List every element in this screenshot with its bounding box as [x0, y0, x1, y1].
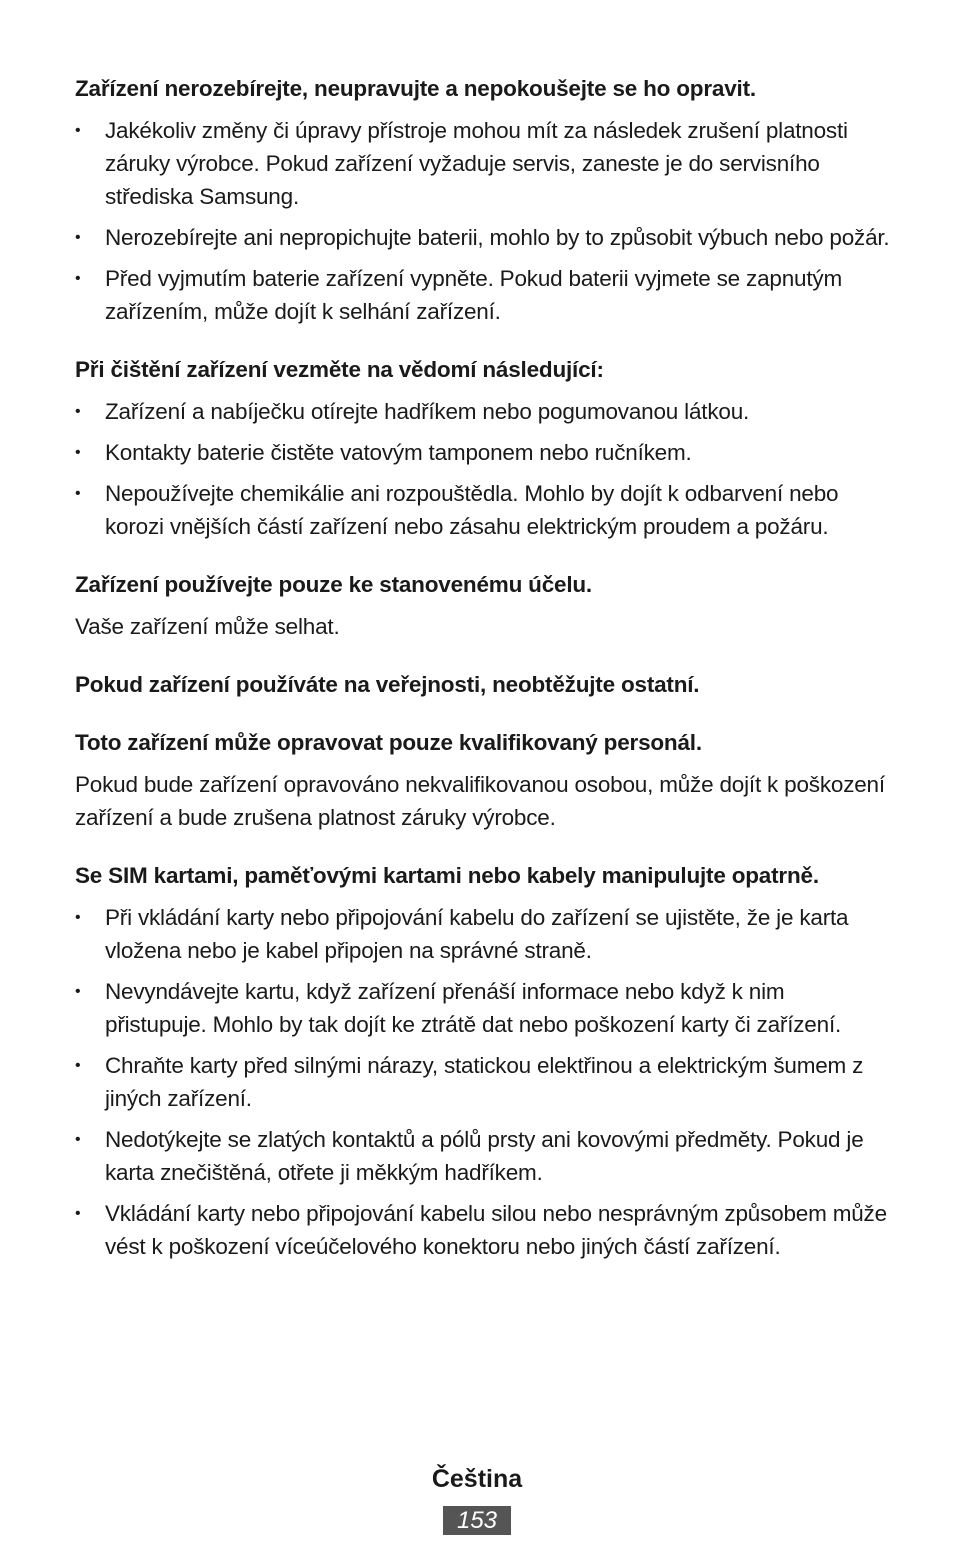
bullet-list — [75, 114, 890, 328]
section-qualified-service — [75, 726, 890, 834]
section-cleaning — [75, 353, 890, 543]
bullet-icon: • — [75, 270, 81, 287]
footer-language: Čeština — [431, 1465, 523, 1493]
list-item: • Při vkládání karty nebo připojování kabelu do zařízení se ujistěte, že je karta vložena nebo je kabel připojen na správné straně. — [75, 901, 890, 967]
list-item: • Nerozebírejte ani nepropichujte baterii, mohlo by to způsobit výbuch nebo požár. — [75, 221, 890, 254]
bullet-icon: • — [75, 444, 81, 461]
section-paragraph: Vaše zařízení může selhat. — [75, 614, 340, 639]
bullet-icon: • — [75, 485, 81, 502]
bullet-icon: • — [75, 1205, 81, 1222]
section-public-use — [75, 668, 890, 701]
bullet-icon: • — [75, 909, 81, 926]
bullet-icon: • — [75, 229, 81, 246]
section-heading: Při čištění zařízení vezměte na vědomí následující: — [75, 357, 604, 382]
section-cards-cables — [75, 859, 890, 1263]
list-item: • Zařízení a nabíječku otírejte hadříkem nebo pogumovanou látkou. — [75, 395, 890, 428]
page-number: 153 — [443, 1506, 511, 1535]
bullet-list — [75, 395, 890, 543]
list-item: • Před vyjmutím baterie zařízení vypněte. Pokud baterii vyjmete se zapnutým zařízením, může dojít k selhání zařízení. — [75, 262, 890, 328]
list-item: • Jakékoliv změny či úpravy přístroje mohou mít za následek zrušení platnosti záruky výrobce. Pokud zařízení vyžaduje servis, zaneste je do servisního střediska Samsung. — [75, 114, 890, 213]
section-heading: Zařízení používejte pouze ke stanovenému účelu. — [75, 572, 592, 597]
bullet-icon: • — [75, 122, 81, 139]
section-heading: Se SIM kartami, paměťovými kartami nebo kabely manipulujte opatrně. — [75, 863, 819, 888]
section-disassembly — [75, 72, 890, 328]
bullet-icon: • — [75, 1131, 81, 1148]
section-heading: Zařízení nerozebírejte, neupravujte a nepokoušejte se ho opravit. — [75, 76, 756, 101]
bullet-icon: • — [75, 403, 81, 420]
bullet-list — [75, 901, 890, 1263]
bullet-icon: • — [75, 983, 81, 1000]
section-intended-use — [75, 568, 890, 643]
list-item: • Vkládání karty nebo připojování kabelu silou nebo nesprávným způsobem může vést k poškození víceúčelového konektoru nebo jiných částí zařízení. — [75, 1197, 890, 1263]
list-item: • Kontakty baterie čistěte vatovým tamponem nebo ručníkem. — [75, 436, 890, 469]
list-item: • Chraňte karty před silnými nárazy, statickou elektřinou a elektrickým šumem z jiných zařízení. — [75, 1049, 890, 1115]
section-paragraph: Pokud bude zařízení opravováno nekvalifikovanou osobou, může dojít k poškození zařízení a bude zrušena platnost záruky výrobce. — [75, 772, 885, 830]
section-heading: Toto zařízení může opravovat pouze kvalifikovaný personál. — [75, 730, 702, 755]
section-heading: Pokud zařízení používáte na veřejnosti, neobtěžujte ostatní. — [75, 672, 700, 697]
list-item: • Nepoužívejte chemikálie ani rozpouštědla. Mohlo by dojít k odbarvení nebo korozi vnějších částí zařízení nebo zásahu elektrickým proudem a požáru. — [75, 477, 890, 543]
bullet-icon: • — [75, 1057, 81, 1074]
list-item: • Nedotýkejte se zlatých kontaktů a pólů prsty ani kovovými předměty. Pokud je karta znečištěná, otřete ji měkkým hadříkem. — [75, 1123, 890, 1189]
document-body — [75, 72, 890, 1288]
list-item: • Nevyndávejte kartu, když zařízení přenáší informace nebo když k nim přistupuje. Mohlo by tak dojít ke ztrátě dat nebo poškození karty či zařízení. — [75, 975, 890, 1041]
